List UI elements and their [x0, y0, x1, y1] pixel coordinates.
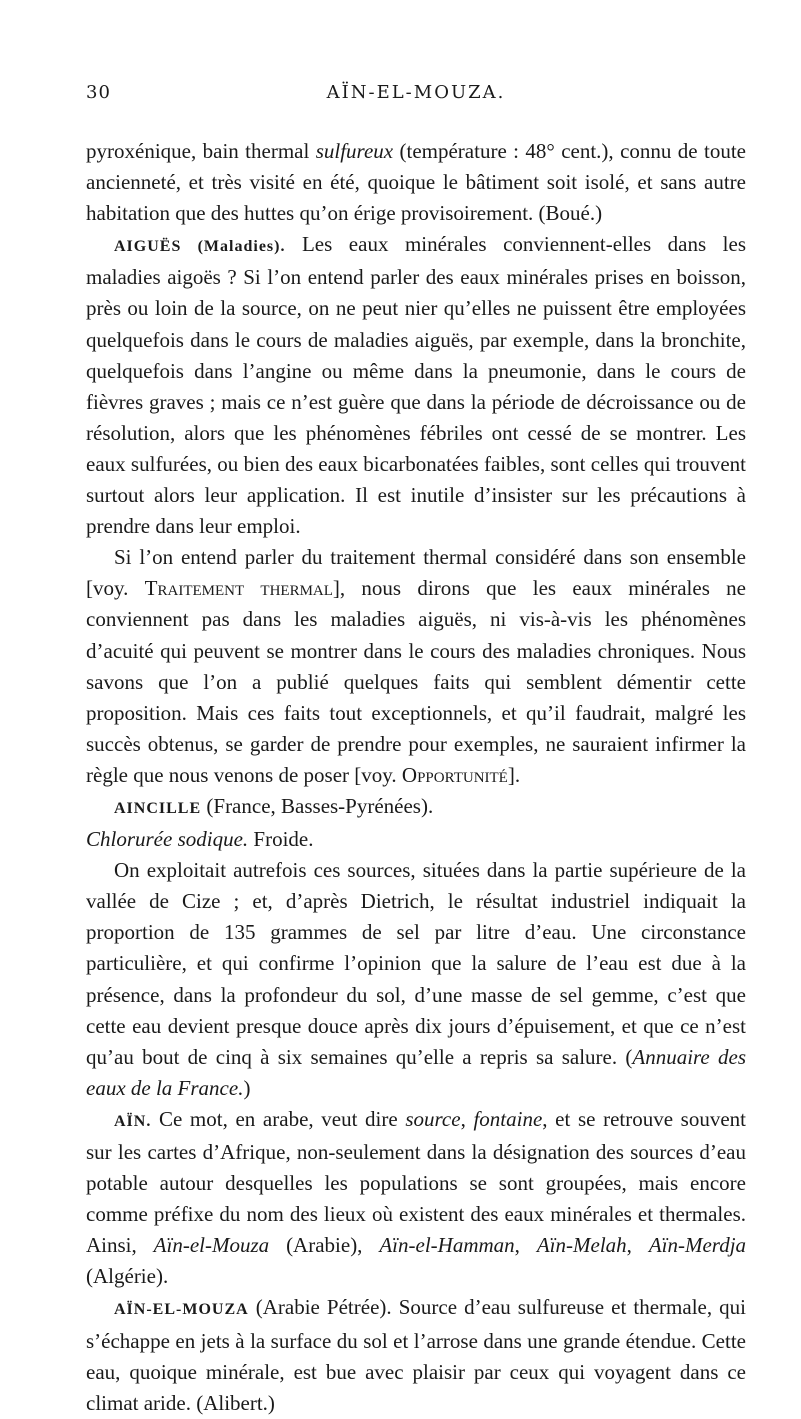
entry-ain-el-mouza: AÏN-EL-MOUZA (Arabie Pétrée). Source d’eau sulfureuse et thermale, qui s’échappe en jets à la surface du sol et l’arrose dans une grande étendue. Cette eau, quoique minérale, est bue avec plaisir par ceux qui voyagent dans ce climat aride. (Alibert.) [86, 1295, 746, 1415]
paragraph-thermal-treatment: Si l’on entend parler du traitement thermal considéré dans son ensemble [voy. Traitement thermal], nous dirons que les eaux minérales ne conviennent pas dans les maladies aiguës, ni vis-à-vis les phénomènes d’acuité qui peuvent se montrer dans le cours des maladies chroniques. Nous savons que l’on a publié quelques faits qui semblent démentir cette proposition. Mais ces faits tout exceptionnels, et qu’il faudrait, malgré les succès obtenus, se garder de prendre pour exemples, ne sauraient infirmer la règle que nous venons de poser [voy. Opportunité]. [86, 545, 746, 787]
cross-reference: Opportunité [401, 762, 508, 787]
entry-headword: AÏN. [114, 1112, 152, 1130]
paragraph-continuation: pyroxénique, bain thermal sulfureux (température : 48° cent.), connu de toute ancienneté, et très visité en été, quoique le bâtiment soit isolé, et sans autre habitation que des huttes qu’on érige provisoirement. (Boué.) [86, 139, 746, 226]
entry-headword: AIGUËS [114, 238, 182, 256]
page-header [86, 52, 746, 103]
cross-reference: Traitement thermal [144, 576, 333, 601]
entry-headword: AINCILLE [114, 799, 202, 817]
entry-subhead: (Maladies). [181, 238, 286, 256]
entry-aigues: AIGUËS (Maladies). Les eaux minérales conviennent-elles dans les maladies aigoës ? Si l’on entend parler des eaux minérales prises en boisson, près ou loin de la source, on ne peut nier qu’elles ne puissent être employées quelquefois dans le cours de maladies aiguës, par exemple, dans la bronchite, quelquefois dans l’angine ou même dans la pneumonie, dans le cours de fièvres graves ; mais ce n’est guère que dans la période de décroissance ou de résolution, alors que les phénomènes fébriles ont cessé de se montrer. Les eaux sulfurées, ou bien des eaux bicarbonatées faibles, sont celles qui trouvent surtout alors leur application. Il est inutile d’insister sur les précautions à prendre dans leur emploi. [86, 232, 746, 539]
paragraph-aincille-details: On exploitait autrefois ces sources, situées dans la partie supérieure de la vallée de Cize ; et, d’après Dietrich, le résultat industriel indiquait la proportion de 135 grammes de sel par litre d’eau. Une circonstance particulière, et qui confirme l’opinion que la salure de l’eau est due à la présence, dans la profondeur du sol, d’une masse de sel gemme, c’est que cette eau devient presque douce après dix jours d’épuisement, et que ce n’est qu’au bout de cinq à six semaines qu’elle a repris sa salure. (Annuaire des eaux de la France.) [86, 858, 747, 1100]
page-number: 30 [86, 82, 111, 103]
entry-headword: AÏN-EL-MOUZA [114, 1301, 249, 1319]
body-text [86, 136, 746, 1419]
page [86, 52, 746, 1419]
entry-ain: AÏN. Ce mot, en arabe, veut dire source, fontaine, et se retrouve souvent sur les cartes d’Afrique, non-seulement dans la désignation des sources d’eau potable autour desquelles les populations se sont groupées, mais encore comme préfixe du nom des lieux où existent des eaux minérales et thermales. Ainsi, Aïn-el-Mouza (Arabie), Aïn-el-Hamman, Aïn-Melah, Aïn-Merdja (Algérie). [86, 1106, 747, 1289]
entry-aincille: AINCILLE (France, Basses-Pyrénées). Chlorurée sodique. Froide. [86, 793, 434, 852]
running-title: AÏN-EL-MOUZA. [326, 82, 506, 103]
